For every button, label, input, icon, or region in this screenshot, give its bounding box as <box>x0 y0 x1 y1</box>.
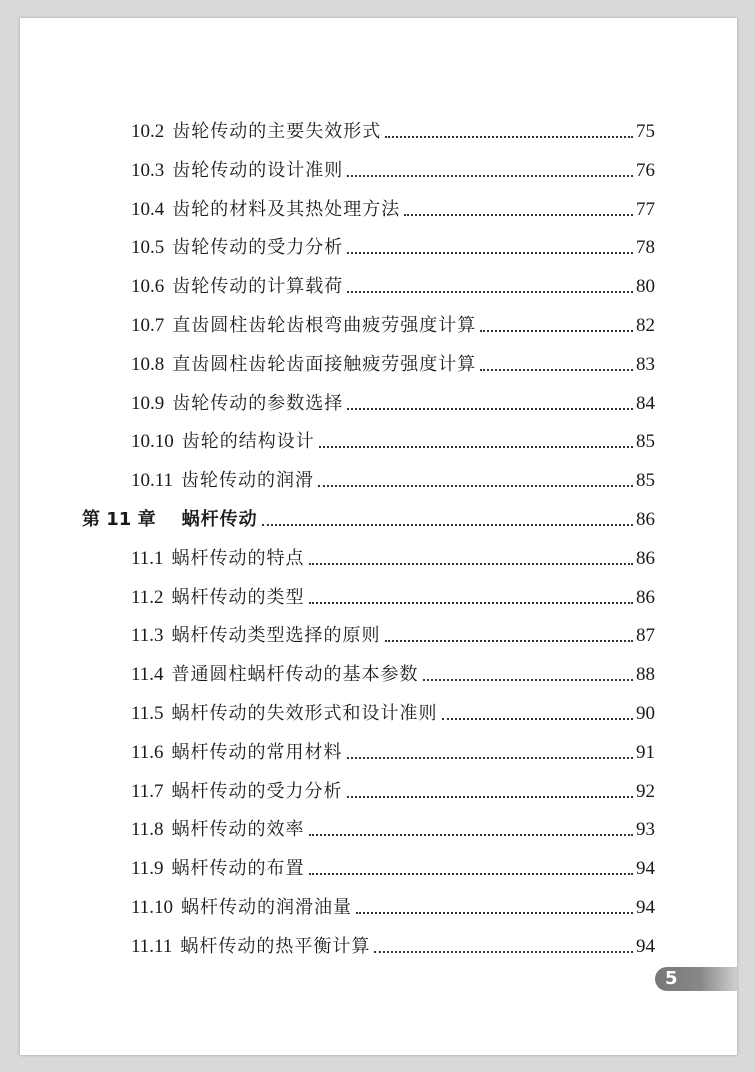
toc-entry-number: 10.5 <box>131 237 165 259</box>
toc-entry-row <box>131 617 655 647</box>
toc-entry-row <box>131 811 655 841</box>
toc-dot-leader <box>404 214 633 216</box>
toc-entry-number: 10.3 <box>131 159 165 181</box>
toc-entry-title: 蜗杆传动的效率 <box>171 819 305 841</box>
toc-dot-leader <box>347 408 633 410</box>
toc-entry-number: 11.10 <box>131 897 174 918</box>
toc-entry-row <box>131 423 655 453</box>
toc-dot-leader <box>347 252 633 254</box>
toc-page-number: 76 <box>636 159 655 181</box>
toc-entry-row <box>131 346 655 376</box>
toc-dot-leader <box>309 873 633 875</box>
toc-page-number: 85 <box>636 470 655 492</box>
toc-dot-leader <box>262 524 633 526</box>
toc-entry-title: 齿轮传动的计算载荷 <box>172 276 344 298</box>
toc-entry-row <box>131 385 655 415</box>
toc-entry-number: 10.9 <box>131 392 165 414</box>
toc-dot-leader <box>347 175 633 177</box>
toc-entry-number: 11.11 <box>131 935 173 957</box>
toc-page-number: 77 <box>636 198 655 220</box>
toc-dot-leader <box>385 640 633 642</box>
toc-dot-leader <box>356 912 633 914</box>
toc-entry-row <box>131 229 655 259</box>
toc-entry-number: 10.11 <box>131 470 174 492</box>
toc-page-number: 82 <box>636 315 655 336</box>
toc-entry-row <box>131 773 655 803</box>
toc-entry-row <box>131 695 655 725</box>
toc-entry-title: 齿轮传动的受力分析 <box>172 237 344 259</box>
toc-entry-number: 11.6 <box>131 741 164 763</box>
toc-entry-number: 11.7 <box>131 780 164 802</box>
toc-dot-leader <box>480 330 633 332</box>
toc-entry-title: 齿轮传动的设计准则 <box>172 159 344 181</box>
toc-entry-title: 蜗杆传动的润滑油量 <box>181 897 353 918</box>
toc-dot-leader <box>385 136 633 138</box>
toc-dot-leader <box>442 718 633 720</box>
toc-page-number: 94 <box>636 897 655 918</box>
toc-entry-number: 10.10 <box>131 431 174 453</box>
toc-dot-leader <box>480 369 633 371</box>
toc-entry-number: 11.2 <box>131 586 164 608</box>
toc-entry-number: 10.4 <box>131 198 165 220</box>
toc-entry-row <box>131 152 655 182</box>
toc-entry-title: 蜗杆传动的失效形式和设计准则 <box>171 703 438 724</box>
toc-chapter-row <box>82 501 655 531</box>
toc-entry-title: 蜗杆传动 <box>181 509 258 530</box>
toc-entry-row <box>131 734 655 764</box>
toc-entry-title: 蜗杆传动的特点 <box>171 547 305 569</box>
toc-dot-leader <box>309 563 633 565</box>
toc-entry-row <box>131 191 655 221</box>
toc-entry-title: 蜗杆传动类型选择的原则 <box>171 625 381 647</box>
toc-entry-number: 11.5 <box>131 703 164 724</box>
toc-entry-number: 10.7 <box>131 315 165 336</box>
toc-entry-row <box>131 307 655 337</box>
toc-entry-title: 蜗杆传动的常用材料 <box>171 741 343 763</box>
toc-page-number: 78 <box>636 237 655 259</box>
toc-page-number: 83 <box>636 353 655 375</box>
toc-dot-leader <box>347 291 633 293</box>
toc-entry-title: 直齿圆柱齿轮齿面接触疲劳强度计算 <box>172 353 477 375</box>
toc-entry-number: 11.1 <box>131 547 164 569</box>
toc-entry-number: 10.2 <box>131 121 165 142</box>
toc-entry-title: 蜗杆传动的受力分析 <box>171 780 343 802</box>
toc-dot-leader <box>423 679 633 681</box>
toc-entry-title: 蜗杆传动的布置 <box>171 858 305 880</box>
toc-entry-row <box>131 540 655 570</box>
toc-entry-number: 11.4 <box>131 664 164 686</box>
toc-entry-row <box>131 113 655 143</box>
book-page <box>20 18 737 1055</box>
toc-entry-title: 直齿圆柱齿轮齿根弯曲疲劳强度计算 <box>172 315 477 336</box>
toc-entry-title: 齿轮传动的主要失效形式 <box>172 121 382 142</box>
toc-page-number: 86 <box>636 509 655 530</box>
toc-page-number: 92 <box>636 780 655 802</box>
toc-entry-row <box>131 889 655 919</box>
toc-entry-row <box>131 462 655 492</box>
toc-dot-leader <box>319 446 633 448</box>
toc-entry-title: 齿轮的材料及其热处理方法 <box>172 198 401 220</box>
toc-entry-title: 普通圆柱蜗杆传动的基本参数 <box>171 664 419 686</box>
toc-page-number: 90 <box>636 703 655 724</box>
toc-page-number: 86 <box>636 586 655 608</box>
toc-dot-leader <box>347 796 633 798</box>
toc-page-number: 93 <box>636 819 655 841</box>
toc-entry-number: 10.8 <box>131 353 165 375</box>
toc-entry-number: 10.6 <box>131 276 165 298</box>
toc-entry-number: 11.9 <box>131 858 164 880</box>
toc-dot-leader <box>318 485 633 487</box>
toc-entry-number: 11.3 <box>131 625 164 647</box>
toc-dot-leader <box>347 757 633 759</box>
toc-page-number: 86 <box>636 547 655 569</box>
toc-entry-title: 齿轮的结构设计 <box>181 431 315 453</box>
toc-entry-title: 蜗杆传动的热平衡计算 <box>180 935 371 957</box>
toc-page-number: 75 <box>636 121 655 142</box>
toc-dot-leader <box>309 602 633 604</box>
toc-page-number: 91 <box>636 741 655 763</box>
page-folio-number: 5 <box>665 968 678 989</box>
toc-entry-row <box>131 268 655 298</box>
page-folio-tab <box>655 967 737 991</box>
toc-entry-row <box>131 579 655 609</box>
toc-entry-row <box>131 656 655 686</box>
toc-entry-number: 第 11 章 <box>82 509 156 530</box>
toc-page-number: 94 <box>636 858 655 880</box>
toc-page-number: 84 <box>636 392 655 414</box>
toc-entry-title: 齿轮传动的参数选择 <box>172 392 344 414</box>
toc-page-number: 85 <box>636 431 655 453</box>
toc-entry-row <box>131 850 655 880</box>
toc-entry-title: 蜗杆传动的类型 <box>171 586 305 608</box>
toc-entry-row <box>131 928 655 958</box>
toc-page-number: 80 <box>636 276 655 298</box>
toc-entry-title: 齿轮传动的润滑 <box>181 470 315 492</box>
toc-dot-leader <box>309 834 633 836</box>
toc-page-number: 88 <box>636 664 655 686</box>
toc-page-number: 94 <box>636 935 655 957</box>
toc-page-number: 87 <box>636 625 655 647</box>
toc-entry-number: 11.8 <box>131 819 164 841</box>
toc-dot-leader <box>374 951 633 953</box>
